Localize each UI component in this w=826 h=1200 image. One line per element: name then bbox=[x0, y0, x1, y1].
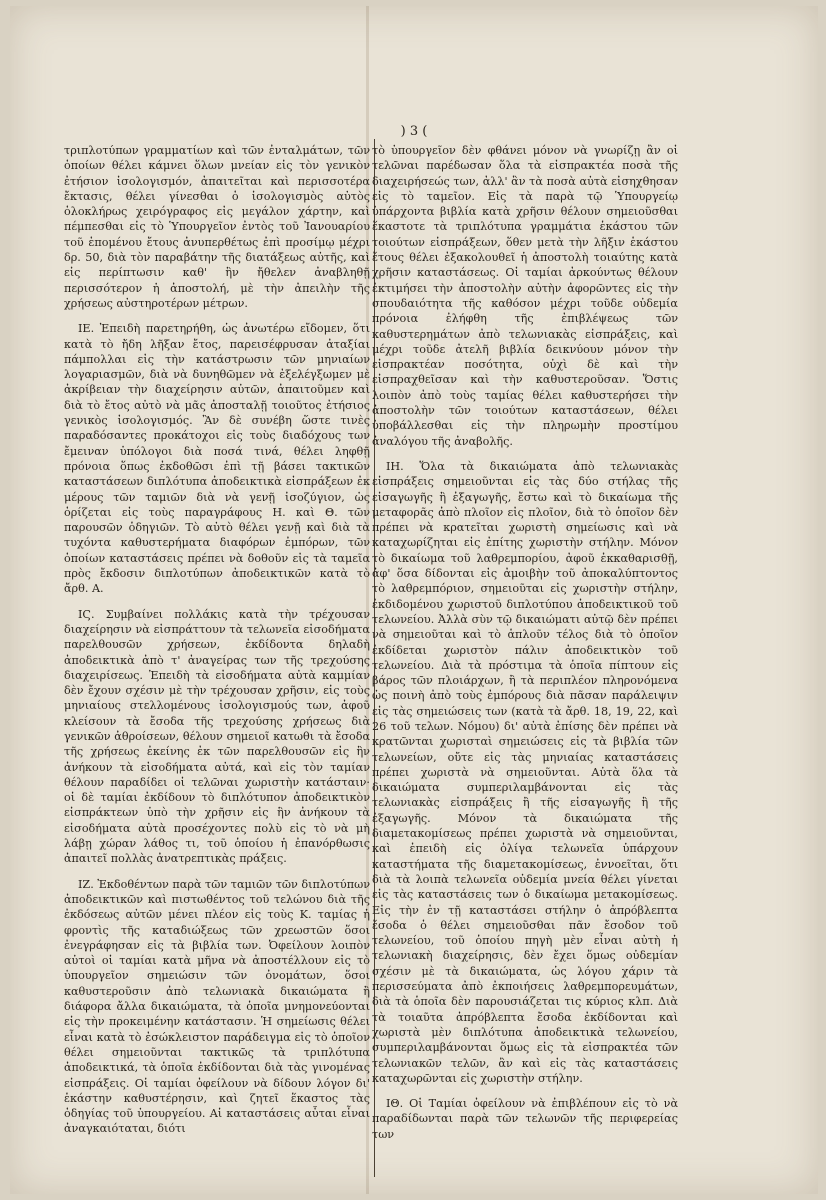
left-column bbox=[64, 143, 370, 1137]
section-19: ΙΘ. Οἱ Ταμίαι ὀφείλουν νὰ ἐπιβλέπουν εἰς τὸ νὰ παραδίδωνται παρὰ τῶν τελωνῶν τῆς περιφερείας των bbox=[372, 1097, 678, 1141]
right-column bbox=[372, 143, 678, 1142]
document-page bbox=[10, 6, 818, 1194]
paragraph-continued: τριπλοτύπων γραμματίων καὶ τῶν ἐνταλμάτων, τῶν ὁποίων θέλει κάμνει ὅλων μνείαν εἰς τὸν γενικὸν ἐτήσιον ἰσολογισμόν, ἀπαιτεῖται καὶ περισσοτέρα ἔκτασις, θέλει γίνεσθαι ὁ ἰσολογισμὸς αὐτὸς ὁλοκλήρως χειρόγραφος εἰς μεγάλον χάρτην, καὶ πέμπεσθαι εἰς τὸ Ὑπουργεῖον ἐντὸς τοῦ Ἰανουαρίου τοῦ ἑπομένου ἔτους ἀνυπερθέτως ἐπὶ προσίμῳ μέχρι δρ. 50, διὰ τὸν παραβάτην τῆς διατάξεως αὐτῆς, καὶ εἰς περίπτωσιν καθ' ἣν ἤθελεν ἀναβληθῇ περισσότερον ἡ ἀποστολή, μὲ τὴν ἀπειλὴν τῆς χρήσεως αὐστηροτέρων μέτρων. bbox=[64, 144, 370, 310]
section-16: ΙϚ. Συμβαίνει πολλάκις κατὰ τὴν τρέχουσαν διαχείρησιν νὰ εἰσπράττουν τὰ τελωνεῖα εἰσοδήματα παρελθουσῶν χρήσεων, ἐκδίδοντα δηλαδὴ ἀποδεικτικὰ ἀπὸ τ' ἀναγείρας των τῆς τρεχούσης διαχειρίσεως. Ἐπειδὴ τὰ εἰσοδήματα αὐτὰ καμμίαν δὲν ἔχουν σχέσιν μὲ τὴν τρέχουσαν χρῆσιν, εἰς τοὺς μηνιαίους στελλομένους ἰσολογισμούς των, ἀφοῦ κλείσουν τὰ ἔσοδα τῆς τρεχούσης χρήσεως διὰ γενικῶν ἀθροίσεων, θέλουν σημειοῖ κατωθι τὰ ἔσοδα τῆς χρήσεως ἐκείνης ἐκ τῶν παρελθουσῶν εἰς ἣν ἀνήκουν τὰ εἰσοδήματα αὐτά, καὶ εἰς τὸν ταμίαν θέλουν παραδίδει οἱ τελῶναι χωριστὴν κατάσταιν· οἱ δὲ ταμίαι ἐκδίδουν τὸ διπλότυπον ἀποδεικτικὸν εἰσπράκτεων ὑπὸ τὴν χρῆσιν εἰς ἣν ἀνήκουν τὰ εἰσοδήματα αὐτὰ προσέχοντες πολὺ εἰς τὸ νὰ μὴ λάβῃ χώραν λάθος τι, τοῦ ὁποίου ἡ ἐπανόρθωσις ἀπαιτεῖ πολλὰς ἀνατρεπτικὰς πράξεις. bbox=[64, 607, 370, 866]
section-15: ΙΕ. Ἐπειδὴ παρετηρήθη, ὡς ἀνωτέρω εἴδομεν, ὅτι κατὰ τὸ ἤδη λῆξαν ἔτος, παρεισέφρυσαν ἀταξίαι πάμπολλαι εἰς τὴν κατάστρωσιν τῶν μηνιαίων λογαριασμῶν, διὰ νὰ δυνηθῶμεν νὰ ἐξελέγξωμεν μὲ ἀκρίβειαν τὴν διαχείρησιν αὐτῶν, ἀπαιτοῦμεν καὶ διὰ τὸ ἔτος αὐτὸ νὰ μᾶς ἀποσταλῇ τοιοῦτος ἐτήσιος γενικὸς ἰσολογισμός. Ἂν δὲ συνέβη ὥστε τινὲς παραδόσαντες προκάτοχοι εἰς τοὺς διαδόχους των ἔμειναν ὑπόλογοι διὰ ποσά τινά, θέλει ληφθῇ πρόνοια ὅπως ἐκδοθῶσι ἐπὶ τῇ βάσει τακτικῶν καταστάσεων διπλότυπα ἀποδεικτικὰ εἰσπράξεων ἐκ μέρους τῶν ταμιῶν διὰ νὰ γενῇ ἰσοζύγιον, ὡς ὁρίζεται εἰς τοὺς παραγράφους Η. καὶ Θ. τῶν παρουσῶν ὁδηγιῶν. Τὸ αὐτὸ θέλει γενῇ καὶ διὰ τὰ τυχόντα καθυστερήματα διαφόρων ἐμπόρων, τῶν ὁποίων καταστάσεις πρέπει νὰ δοθοῦν εἰς τὰ ταμεῖα πρὸς ἔκδοσιν διπλοτύπων ἀποδεικτικῶν κατὰ τὸ ἄρθ. Α. bbox=[64, 322, 370, 596]
page-number: ) 3 ( bbox=[400, 124, 428, 139]
section-18: ΙΗ. Ὅλα τὰ δικαιώματα ἀπὸ τελωνιακὰς εἰσπράξεις σημειοῦνται εἰς τὰς δύο στήλας τῆς εἰσαγωγῆς ἢ ἐξαγωγῆς, ἔστω καὶ τὸ δικαίωμα τῆς μεταφορᾶς ἀπὸ πλοῖον εἰς πλοῖον, διὰ τὸ ὁποῖον δὲν πρέπει νὰ κρατεῖται χωριστὴ σημείωσις καὶ νὰ καταχωρίζηται εἰς ἐπίτης χωριστὴν στήλην. Μόνον τὸ δικαίωμα τοῦ λαθρεμπορίου, ἀφοῦ ἐκκαθαρισθῇ, ἀφ' ὅσα δίδονται εἰς ἀμοιβὴν τοῦ ἀποκαλύπτοντος τὸ λαθρεμπόριον, σημειοῦται εἰς χωριστὴν στήλην, ἐκδιδομένου χωριστοῦ διπλοτύπου ἀποδεικτικοῦ τοῦ τελωνείου. Ἀλλὰ σὺν τῷ δικαιώματι αὐτῷ δὲν πρέπει νὰ σημειοῦται καὶ τὸ ἁπλοῦν τέλος διὰ τὸ ὁποῖον ἐκδίδεται χωριστὸν πάλιν ἀποδεικτικὸν τοῦ τελωνείου. Διὰ τὰ πρόστιμα τὰ ὁποῖα πίπτουν εἰς βάρος τῶν πλοιάρχων, ἢ τὰ περιπλέον πληρονόμενα ὡς ποινὴ ἀπὸ τοὺς ἐμπόρους διὰ πᾶσαν παράλειψιν εἰς τὰς σημειώσεις των (κατὰ τὰ ἄρθ. 18, 19, 22, καὶ 26 τοῦ τελων. Νόμου) δι' αὐτὰ ἐπίσης δὲν πρέπει νὰ κρατῶνται χωρισταὶ σημειώσεις εἰς τὰ βιβλία τῶν τελωνείων, οὔτε εἰς τὰς μηνιαίας καταστάσεις πρέπει χωριστὰ νὰ σημειοῦνται. Αὐτὰ ὅλα τὰ δικαιώματα συμπεριλαμβάνονται εἰς τὰς τελωνιακὰς εἰσπράξεις ἢ τῆς εἰσαγωγῆς ἢ τῆς ἐξαγωγῆς. Μόνον τὰ δικαιώματα τῆς διαμετακομίσεως πρέπει χωριστὰ νὰ σημειοῦνται, καὶ ἐπειδὴ εἰς ὀλίγα τελωνεῖα ὑπάρχουν καταστήματα τῆς διαμετακομίσεως, ἐννοεῖται, ὅτι διὰ τὰ λοιπὰ τελωνεῖα οὐδεμία μνεία θέλει γίνεται εἰς τὰς καταστάσεις των ὁ δικαίωμα μετακομίσεως. Εἰς τὴν ἐν τῇ καταστάσει στήλην ὁ ἀπρόβλεπτα ἔσοδα ὁ θέλει σημειοῦσθαι πᾶν ἔσοδον τοῦ τελωνείου, τοῦ ὁποίου πηγὴ μὲν εἶναι αὐτὴ ἡ τελωνιακὴ διαχείρησις, δὲν ἔχει ὅμως οὐδεμίαν σχέσιν μὲ τὰ δικαιώματα, ὡς λόγου χάριν τὰ περισσεύματα ἀπὸ ἐκποιήσεις λαθρεμπορευμάτων, διὰ τὰ ὁποῖα δὲν παρουσιάζεται τις κύριος κλπ. Διὰ τὰ τοιαῦτα ἀπρόβλεπτα ἔσοδα ἐκδίδονται καὶ χωριστὰ μὲν διπλότυπα ἀποδεικτικὰ τελωνείου, συμπεριλαμβάνονται ὅμως εἰς τὰ εἰσπρακτέα τῶν τελωνιακῶν τελῶν, ἂν καὶ εἰς τὰς καταστάσεις καταχωρῶνται εἰς χωριστὴν στήλην. bbox=[372, 459, 678, 1085]
paragraph-continued-right: τὸ ὑπουργεῖον δὲν φθάνει μόνον νὰ γνωρίζῃ ἂν οἱ τελῶναι παρέδωσαν ὅλα τὰ εἰσπρακτέα ποσὰ τῆς διαχειρήσεώς των, ἀλλ' ἂν τὰ ποσὰ αὐτὰ εἰσηχθησαν εἰς τὸ ταμεῖον. Εἰς τὰ παρὰ τῷ Ὑπουργείῳ ὑπάρχοντα βιβλία κατὰ χρῆσιν θέλουν σημειοῦσθαι ἕκαστοτε τὰ τριπλότυπα γραμμάτια ἑκάστου τῶν τοιούτων εἰσπράξεων, ὅθεν μετὰ τὴν λῆξιν ἑκάστου ἔτους θέλει ἐξακολουθεῖ ἡ ἀποστολὴ τοιαύτης κατὰ χρῆσιν καταστάσεως. Οἱ ταμίαι ἀρκούντως θέλουν ἐκτιμήσει τὴν ἀποστολὴν αὐτὴν ἀφορῶντες εἰς τὴν σπουδαιότητα τῆς καθόσον μέχρι τοῦδε οὐδεμία πρόνοια ἐλήφθη τῆς ἐπιβλέψεως τῶν καθυστερημάτων ἀπὸ τελωνιακὰς εἰσπράξεις, καὶ μέχρι τοῦδε ἀτελῆ βιβλία δεικνύουν μόνον τὴν εἰσπρακτέαν ποσότητα, οὐχὶ δὲ καὶ τὴν εἰσπραχθεῖσαν καὶ τὴν καθυστεροῦσαν. Ὅστις λοιπὸν ἀπὸ τοὺς ταμίας θέλει καθυστερήσει τὴν ἀποστολὴν τῶν τοιούτων καταστάσεων, θέλει ὑποβάλλεσθαι εἰς τὴν πληρωμὴν προστίμου ἀναλόγου τῆς ἀναβολῆς. bbox=[372, 144, 678, 448]
section-17: ΙΖ. Ἐκδοθέντων παρὰ τῶν ταμιῶν τῶν διπλοτύπων ἀποδεικτικῶν καὶ πιστωθέντος τοῦ τελώνου διὰ τῆς ἐκδόσεως αὐτῶν μένει πλέον εἰς τοὺς Κ. ταμίας ἡ φροντὶς τῆς καταδιώξεως τῶν χρεωστῶν ὅσοι ἐνεγράφησαν εἰς τὰ βιβλία των. Ὀφείλουν λοιπὸν αὐτοὶ οἱ ταμίαι κατὰ μῆνα νὰ ἀποστέλλουν εἰς τὸ ὑπουργεῖον σημειώσιν τῶν ὀνομάτων, ὅσοι καθυστεροῦσιν ἀπὸ τελωνιακὰ δικαιώματα ἢ διάφορα ἄλλα δικαιώματα, τὰ ὁποῖα μνημονεύονται εἰς τὴν προκειμένην κατάστασιν. Ἡ σημείωσις θέλει εἶναι κατὰ τὸ ἐσώκλειστον παράδειγμα εἰς τὸ ὁποῖον θέλει σημειοῦνται τακτικῶς τὰ τριπλότυπα ἀποδεικτικά, τὰ ὁποῖα ἐκδίδονται διὰ τὰς γινομένας εἰσπράξεις. Οἱ ταμίαι ὀφείλουν νὰ δίδουν λόγον δι' ἑκάστην καθυστέρησιν, καὶ ζητεῖ ἕκαστος τὰς ὁδηγίας τοῦ ὑπουργείου. Αἱ καταστάσεις αὗται εἶναι ἀναγκαιόταται, διότι bbox=[64, 877, 370, 1136]
